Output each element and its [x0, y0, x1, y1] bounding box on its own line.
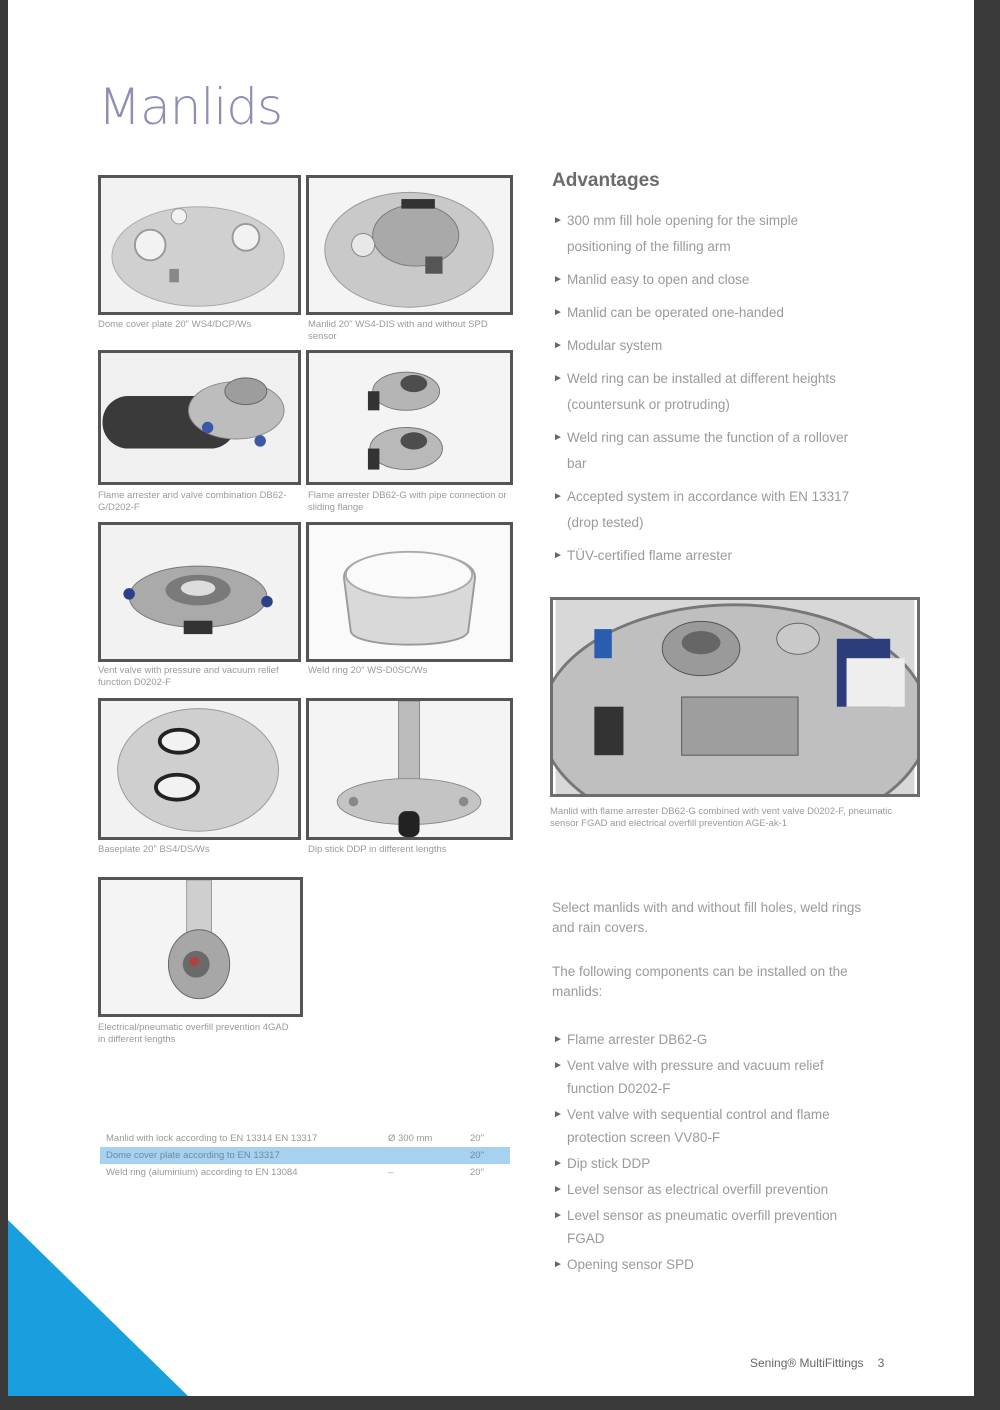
table-row-highlighted [100, 1147, 510, 1164]
list-item: ► TÜV-certified flame arrester [553, 543, 857, 569]
photo-caption: Manlid 20" WS4-DIS with and without SPD sensor [308, 319, 488, 342]
list-item: ► 300 mm fill hole opening for the simple positioning of the filling arm [553, 208, 857, 260]
bullet-icon: ► [553, 307, 563, 318]
photo-caption: Flame arrester DB62-G with pipe connection or sliding flange [308, 490, 507, 513]
photo-dip-stick [306, 698, 513, 840]
table-cell-size: – [388, 1167, 394, 1178]
list-item: ► Accepted system in accordance with EN 13317 (drop tested) [553, 484, 857, 536]
bullet-icon: ► [553, 1210, 563, 1221]
list-item: ► Dip stick DDP [553, 1152, 867, 1175]
photo-flame-arrester-vent-valve [98, 350, 301, 485]
table-row [100, 1130, 510, 1147]
components-list [553, 1028, 867, 1279]
page-number: 3 [877, 1356, 885, 1370]
table-cell-dn: 20" [464, 1147, 510, 1164]
bullet-icon: ► [553, 1158, 563, 1169]
table-cell-desc: Dome cover plate according to EN 13317 [100, 1147, 382, 1164]
advantages-heading: Advantages [552, 170, 660, 191]
table-cell-desc: Weld ring (aluminium) according to EN 13084 [106, 1167, 298, 1178]
photo-manlid-20 [306, 175, 513, 315]
list-item: ► Vent valve with pressure and vacuum relief function D0202-F [553, 1054, 867, 1100]
intro-paragraph: Select manlids with and without fill holes, weld rings and rain covers. [552, 900, 862, 935]
list-item: ► Flame arrester DB62-G [553, 1028, 867, 1051]
list-item: ► Level sensor as electrical overfill prevention [553, 1178, 867, 1201]
list-item: ► Weld ring can be installed at different heights (countersunk or protruding) [553, 366, 857, 418]
page-title: Manlids [98, 78, 283, 136]
intro-paragraph: The following components can be installed on the manlids: [552, 964, 848, 999]
page-footer [750, 1356, 884, 1370]
photo-weld-ring [306, 522, 513, 662]
bullet-icon: ► [553, 432, 563, 443]
photo-dome-cover-plate [98, 175, 301, 315]
photo-caption: Vent valve with pressure and vacuum relief function D0202-F [98, 665, 279, 688]
photo-vent-valve [98, 522, 301, 662]
table-row [100, 1164, 510, 1181]
photo-caption: Weld ring 20" WS-D0SC/Ws [308, 665, 428, 676]
corner-accent-triangle [8, 1220, 188, 1396]
list-item: ► Level sensor as pneumatic overfill prevention FGAD [553, 1204, 867, 1250]
photo-caption: Electrical/pneumatic overfill prevention 4GAD in different lengths [98, 1022, 289, 1045]
photo-manlid-assembly [550, 597, 920, 797]
list-item: ► Weld ring can assume the function of a rollover bar [553, 425, 857, 477]
table-cell-dn: 20" [470, 1167, 484, 1178]
document-page [8, 0, 974, 1396]
list-item: ► Modular system [553, 333, 857, 359]
photo-baseplate [98, 698, 301, 840]
bullet-icon: ► [553, 340, 563, 351]
photo-caption: Dome cover plate 20" WS4/DCP/Ws [98, 319, 252, 330]
bullet-icon: ► [553, 1109, 563, 1120]
photo-caption: Flame arrester and valve combination DB62-G/D202-F [98, 490, 287, 513]
list-item: ► Opening sensor SPD [553, 1253, 867, 1276]
table-cell-desc: Manlid with lock according to EN 13314 EN 13317 [106, 1133, 318, 1144]
list-item: ► Manlid can be operated one-handed [553, 300, 857, 326]
photo-flame-arrester-db62 [306, 350, 513, 485]
list-item: ► Vent valve with sequential control and flame protection screen VV80-F [553, 1103, 867, 1149]
bullet-icon: ► [553, 1060, 563, 1071]
footer-brand: Sening® MultiFittings [750, 1356, 864, 1370]
bullet-icon: ► [553, 1259, 563, 1270]
bullet-icon: ► [553, 373, 563, 384]
table-cell-size [382, 1147, 464, 1164]
bullet-icon: ► [553, 491, 563, 502]
photo-caption: Dip stick DDP in different lengths [308, 844, 447, 855]
list-item: ► Manlid easy to open and close [553, 267, 857, 293]
bullet-icon: ► [553, 550, 563, 561]
table-cell-dn: 20" [470, 1133, 484, 1144]
advantages-list [553, 208, 857, 576]
photo-overfill-prevention [98, 877, 303, 1017]
bullet-icon: ► [553, 1184, 563, 1195]
bullet-icon: ► [553, 1034, 563, 1045]
bullet-icon: ► [553, 274, 563, 285]
photo-caption: Baseplate 20" BS4/DS/Ws [98, 844, 210, 855]
spec-table [100, 1130, 510, 1181]
photo-caption: Manlid with flame arrester DB62-G combined with vent valve D0202-F, pneumatic sensor FGAD and electrical overfill prevention AGE-ak-1 [550, 806, 893, 829]
table-cell-size: Ø 300 mm [388, 1133, 433, 1144]
bullet-icon: ► [553, 215, 563, 226]
